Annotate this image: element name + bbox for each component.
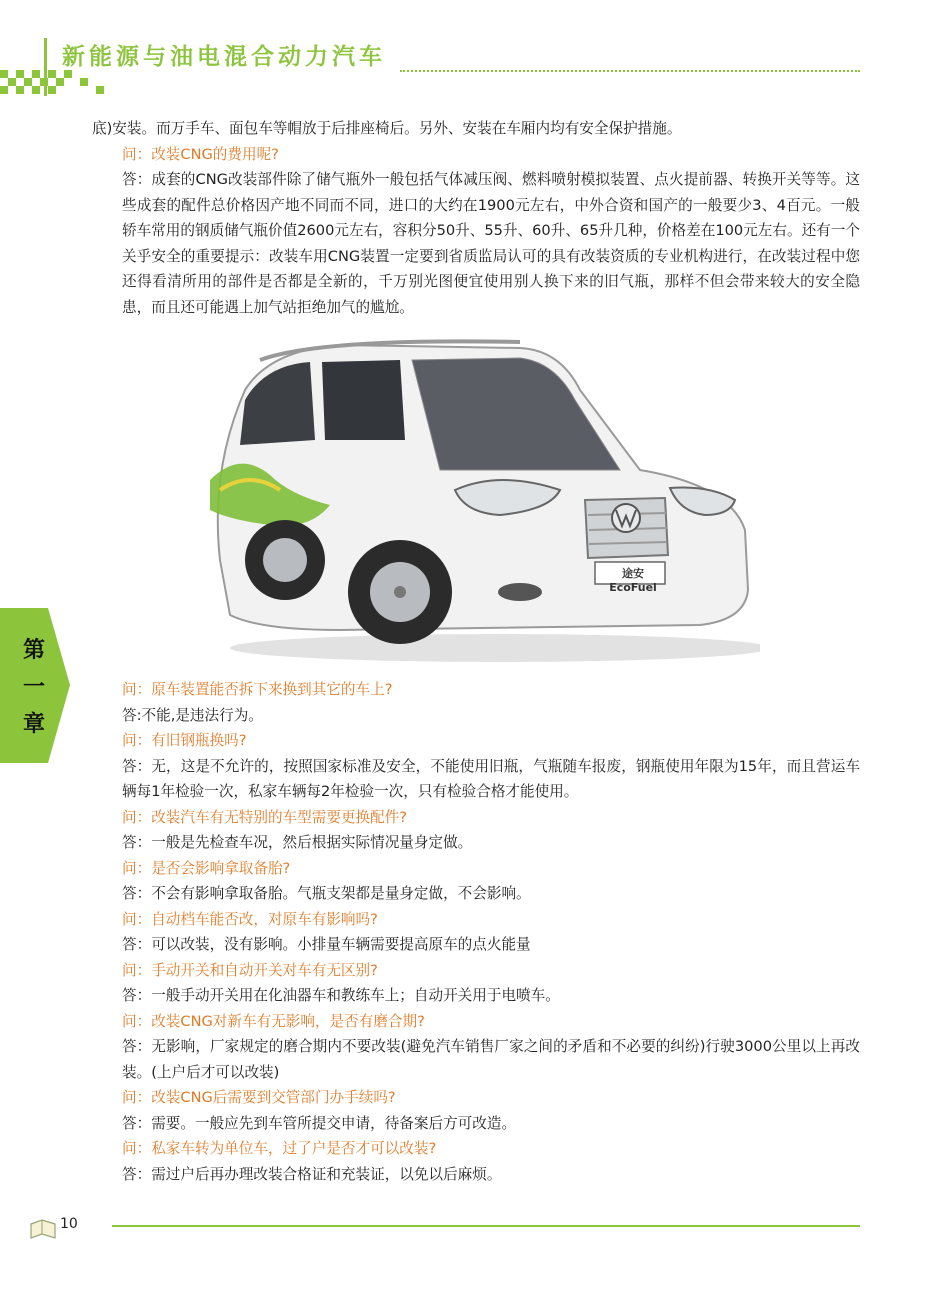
car-plate-text: 途安 EcoFuel	[609, 567, 657, 594]
answer-line: 答：无，这是不允许的，按照国家标准及安全，不能使用旧瓶，气瓶随车报废，钢瓶使用年限为15年，而且营运车辆每1年检验一次，私家车辆每2年检验一次，只有检验合格才能使用。	[122, 757, 860, 800]
book-icon	[28, 1212, 58, 1242]
header-accent-bar	[44, 38, 47, 96]
top-text-block	[92, 116, 860, 320]
header-dotted-rule	[400, 70, 860, 72]
question-line: 问：改装CNG对新车有无影响，是否有磨合期?	[122, 1012, 425, 1030]
question-line: 问：自动档车能否改，对原车有影响吗?	[122, 910, 378, 928]
answer-line: 答：可以改装，没有影响。小排量车辆需要提高原车的点火能量	[122, 936, 531, 953]
question-line: 问：有旧钢瓶换吗?	[122, 732, 247, 749]
running-header-title: 新能源与油电混合动力汽车	[62, 44, 386, 70]
chapter-char-2: 一	[22, 675, 45, 700]
answer-line: 答：需要。一般应先到车管所提交申请，待备案后方可改造。	[122, 1114, 517, 1132]
chapter-char-1: 第	[22, 638, 45, 663]
answer-line: 答：无影响，厂家规定的磨合期内不要改装(避免汽车销售厂家之间的矛盾和不必要的纠纷)行驶3000公里以上再改装。(上户后才可以改装)	[122, 1038, 860, 1081]
question-line: 问：改装CNG后需要到交管部门办手续吗?	[122, 1089, 396, 1106]
question-line: 问：改装汽车有无特别的车型需要更换配件?	[122, 808, 408, 826]
page-number: 10	[60, 1216, 78, 1232]
car-photo	[200, 330, 760, 665]
chapter-label	[14, 632, 54, 743]
answer-line: 答：需过户后再办理改装合格证和充装证，以免以后麻烦。	[122, 1165, 502, 1183]
question-line: 问：原车装置能否拆下来换到其它的车上?	[122, 681, 393, 698]
answer-paragraph: 答：成套的CNG改装部件除了储气瓶外一般包括气体减压阀、燃料喷射模拟装置、点火提前器、转换开关等等。这些成套的配件总价格因产地不同而不同，进口的大约在1900元左右，中外合资和国产的一般要少3、4百元。一般轿车常用的钢质储气瓶价值2600元左右，容积分50升、55升、60升、65升几种，价格差在100元左右。还有一个关乎安全的重要提示：改装车用CNG装置一定要到省质监局认可的具有改装资质的专业机构进行，在改装过程中您还得看清所用的部件是否都是全新的，千万别光图便宜使用别人换下来的旧气瓶，那样不但会带来较大的安全隐患，而且还可能遇上加气站拒绝加气的尴尬。	[122, 171, 860, 316]
answer-line: 答:不能,是违法行为。	[122, 706, 263, 724]
chapter-char-3: 章	[22, 712, 45, 737]
paragraph-continuation: 底)安装。而万手车、面包车等帽放于后排座椅后。另外、安装在车厢内均有安全保护措施。	[92, 120, 682, 137]
answer-line: 答：一般手动开关用在化油器车和教练车上；自动开关用于电喷车。	[122, 987, 560, 1004]
question-line: 问：私家车转为单位车，过了户是否才可以改装?	[122, 1140, 437, 1157]
question-line: 问：改装CNG的费用呢?	[122, 145, 279, 163]
question-line: 问：手动开关和自动开关对车有无区别?	[122, 961, 378, 979]
footer-rule	[112, 1225, 860, 1227]
answer-line: 答：一般是先检查车况，然后根据实际情况量身定做。	[122, 834, 473, 851]
qa-block	[92, 677, 860, 1187]
answer-line: 答：不会有影响拿取备胎。气瓶支架都是量身定做，不会影响。	[122, 885, 531, 902]
question-line: 问：是否会影响拿取备胎?	[122, 859, 291, 877]
